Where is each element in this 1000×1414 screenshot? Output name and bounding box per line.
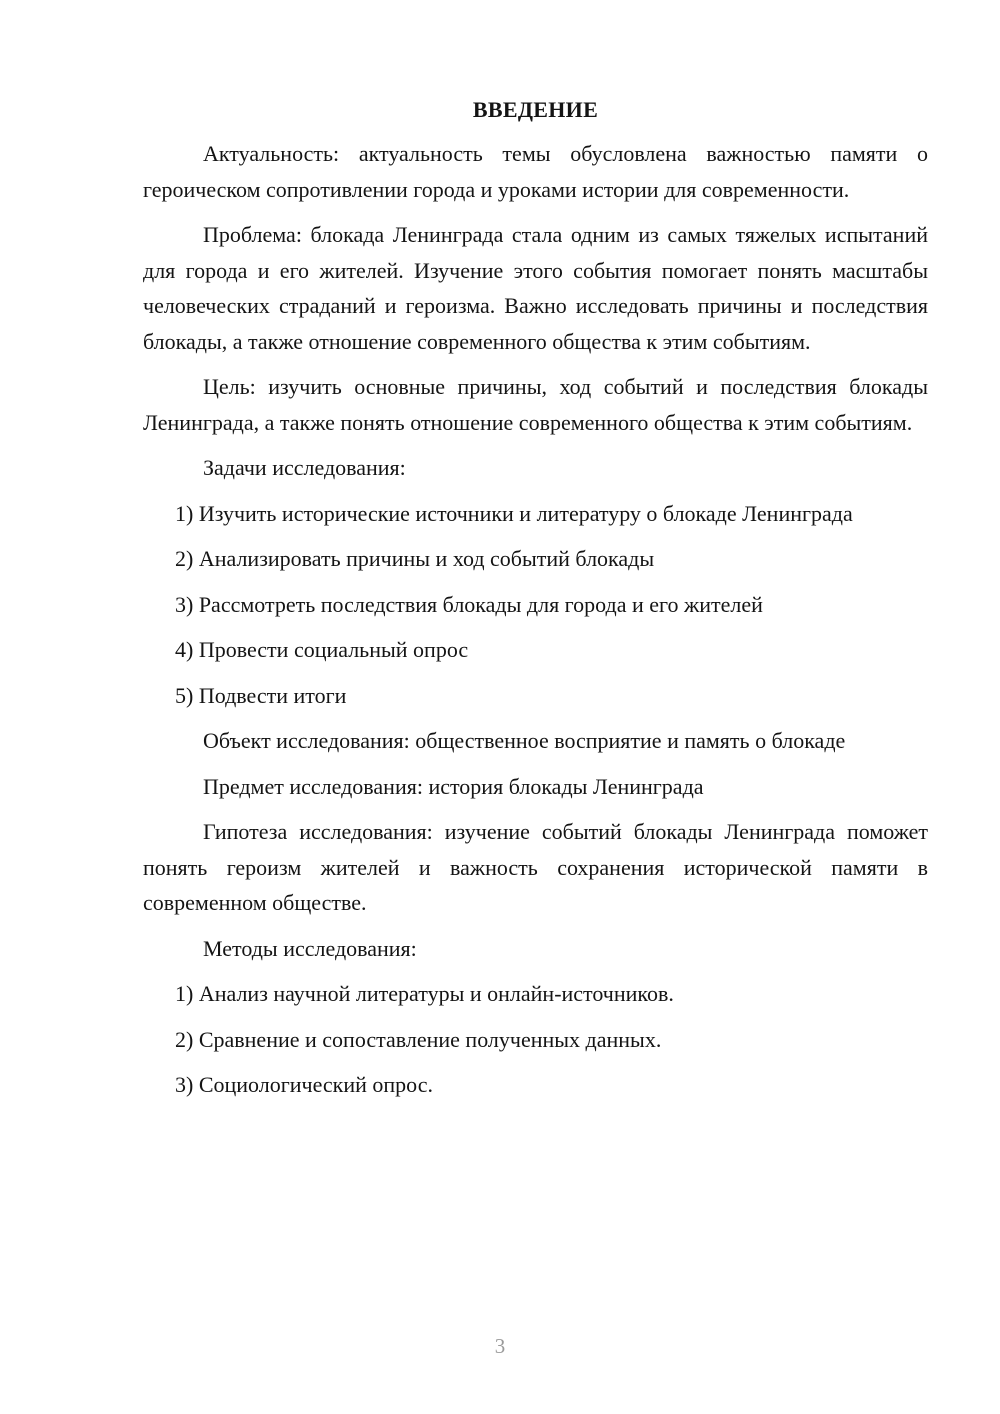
research-hypothesis: Гипотеза исследования: изучение событий блокады Ленинграда поможет понять героизм жителей и важность сохранения исторической памяти в современном обществе. bbox=[143, 819, 928, 915]
method-item-2: 2) Сравнение и сопоставление полученных данных. bbox=[175, 1026, 662, 1052]
task-item-4: 4) Провести социальный опрос bbox=[175, 637, 469, 662]
section-title: ВВЕДЕНИЕ bbox=[472, 97, 599, 122]
relevance-paragraph: Актуальность: актуальность темы обусловлена важностью памяти о героическом сопротивлении города и уроками истории для современности. bbox=[143, 141, 928, 202]
document-body bbox=[143, 93, 928, 1113]
method-item-3: 3) Социологический опрос. bbox=[175, 1072, 433, 1097]
tasks-heading: Задачи исследования: bbox=[203, 455, 406, 480]
task-item-2: 2) Анализировать причины и ход событий блокады bbox=[175, 546, 655, 571]
task-item-5: 5) Подвести итоги bbox=[175, 682, 347, 708]
methods-heading: Методы исследования: bbox=[203, 935, 417, 961]
research-object: Объект исследования: общественное восприятие и память о блокаде bbox=[203, 728, 846, 753]
research-subject: Предмет исследования: история блокады Ленинграда bbox=[203, 773, 704, 799]
task-item-1: 1) Изучить исторические источники и литературу о блокаде Ленинграда bbox=[175, 500, 853, 526]
problem-paragraph: Проблема: блокада Ленинграда стала одним из самых тяжелых испытаний для города и его жителей. Изучение этого события помогает понять масштабы человеческих страданий и героизма. Важно исследовать причины и последствия блокады, а также отношение современного общества к этим событиям. bbox=[143, 222, 928, 354]
goal-paragraph: Цель: изучить основные причины, ход событий и последствия блокады Ленинграда, а также понять отношение современного общества к этим событиям. bbox=[143, 374, 928, 435]
task-item-3: 3) Рассмотреть последствия блокады для города и его жителей bbox=[175, 591, 763, 617]
method-item-1: 1) Анализ научной литературы и онлайн-источников. bbox=[175, 981, 674, 1006]
page-number: 3 bbox=[494, 1334, 506, 1358]
